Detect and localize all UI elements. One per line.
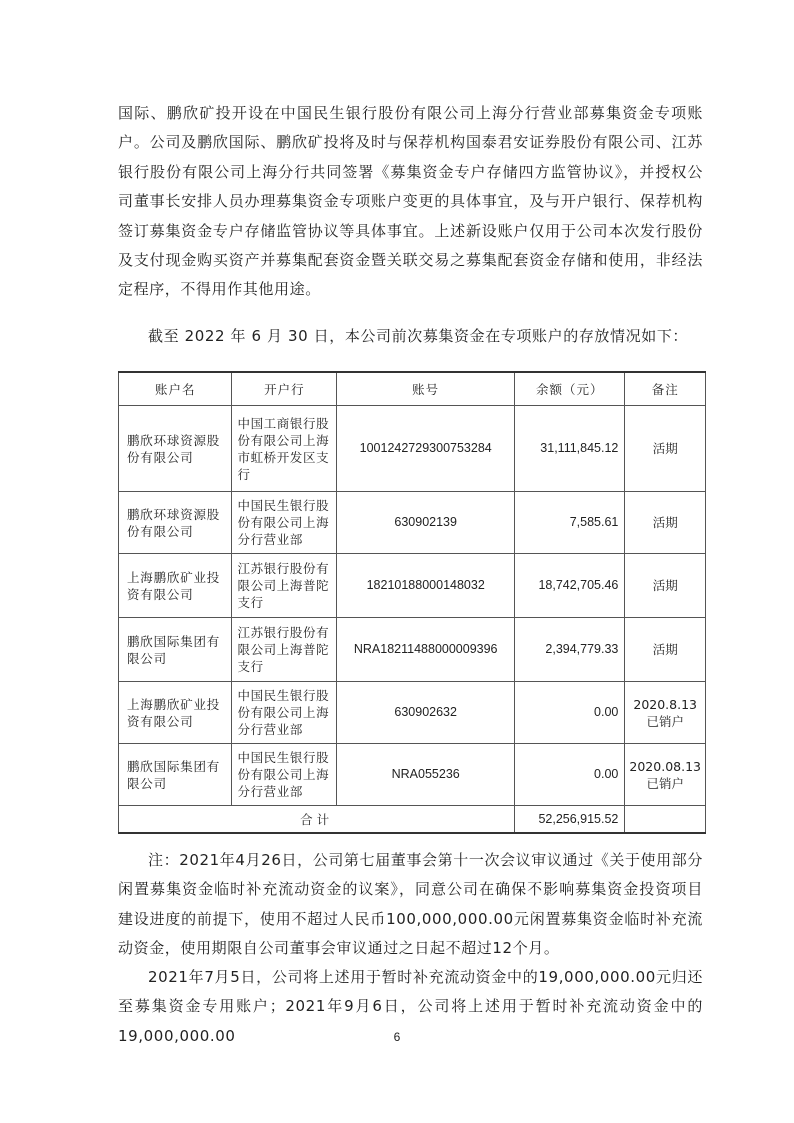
cell-total-note [625, 806, 706, 834]
cell-bank: 江苏银行股份有限公司上海普陀支行 [232, 554, 337, 618]
cell-account-name: 鹏欣国际集团有限公司 [119, 744, 232, 806]
table-total-row [119, 806, 706, 834]
cell-account-number: 1001242729300753284 [337, 406, 515, 492]
paragraph-account-opening: 国际、鹏欣矿投开设在中国民生银行股份有限公司上海分行营业部募集资金专项账户。公司及鹏欣国际、鹏欣矿投将及时与保荐机构国泰君安证券股份有限公司、江苏银行股份有限公司上海分行共同签署《募集资金专户存储四方监管协议》，并授权公司董事长安排人员办理募集资金专项账户变更的具体事宜，及与开户银行、保荐机构签订募集资金专户存储监管协议等具体事宜。上述新设账户仅用于公司本次发行股份及支付现金购买资产并募集配套资金暨关联交易之募集配套资金存储和使用，非经法定程序，不得用作其他用途。 [118, 104, 703, 299]
table-row [119, 406, 706, 492]
paragraph-note: 注：2021年4月26日，公司第七届董事会第十一次会议审议通过《关于使用部分闲置募集资金临时补充流动资金的议案》，同意公司在确保不影响募集资金投资项目建设进度的前提下，使用不超过人民币100,000,000.00元闲置募集资金临时补充流动资金，使用期限自公司董事会审议通过之日起不超过12个月。 [118, 851, 703, 958]
cell-note: 活期 [625, 492, 706, 554]
cell-note: 活期 [625, 406, 706, 492]
deposit-table [118, 371, 706, 834]
cell-account-name: 鹏欣环球资源股份有限公司 [119, 492, 232, 554]
cell-account-number: NRA18211488000009396 [337, 618, 515, 682]
header-account-name: 账户名 [119, 372, 232, 406]
table-row [119, 618, 706, 682]
cell-balance: 7,585.61 [515, 492, 625, 554]
table-row [119, 554, 706, 618]
cell-account-name: 上海鹏欣矿业投资有限公司 [119, 682, 232, 744]
header-balance: 余额（元） [515, 372, 625, 406]
cell-note: 活期 [625, 618, 706, 682]
paragraph-deposit-intro: 截至 2022 年 6 月 30 日，本公司前次募集资金在专项账户的存放情况如下： [148, 327, 689, 345]
cell-account-name: 上海鹏欣矿业投资有限公司 [119, 554, 232, 618]
cell-total-label: 合计 [119, 806, 515, 834]
cell-account-number: 18210188000148032 [337, 554, 515, 618]
table-row [119, 744, 706, 806]
table-row [119, 682, 706, 744]
cell-account-number: 630902632 [337, 682, 515, 744]
cell-bank: 江苏银行股份有限公司上海普陀支行 [232, 618, 337, 682]
paragraph-repayment: 2021年7月5日，公司将上述用于暂时补充流动资金中的19,000,000.00元归还至募集资金专用账户；2021年9月6日，公司将上述用于暂时补充流动资金中的19,000,000.00 [118, 968, 703, 1045]
cell-account-name: 鹏欣环球资源股份有限公司 [119, 406, 232, 492]
cell-note: 活期 [625, 554, 706, 618]
page-number: 6 [393, 1030, 401, 1044]
cell-balance: 18,742,705.46 [515, 554, 625, 618]
cell-bank: 中国工商银行股份有限公司上海市虹桥开发区支行 [232, 406, 337, 492]
cell-note: 2020.8.13已销户 [625, 682, 706, 744]
cell-balance: 31,111,845.12 [515, 406, 625, 492]
table-header-row [119, 372, 706, 406]
cell-total-value: 52,256,915.52 [515, 806, 625, 834]
header-note: 备注 [625, 372, 706, 406]
cell-account-number: NRA055236 [337, 744, 515, 806]
cell-bank: 中国民生银行股份有限公司上海分行营业部 [232, 682, 337, 744]
cell-account-name: 鹏欣国际集团有限公司 [119, 618, 232, 682]
cell-bank: 中国民生银行股份有限公司上海分行营业部 [232, 492, 337, 554]
cell-note: 2020.08.13已销户 [625, 744, 706, 806]
cell-balance: 0.00 [515, 744, 625, 806]
cell-bank: 中国民生银行股份有限公司上海分行营业部 [232, 744, 337, 806]
cell-balance: 0.00 [515, 682, 625, 744]
table-row [119, 492, 706, 554]
header-bank: 开户行 [232, 372, 337, 406]
cell-balance: 2,394,779.33 [515, 618, 625, 682]
cell-account-number: 630902139 [337, 492, 515, 554]
header-account-number: 账号 [337, 372, 515, 406]
